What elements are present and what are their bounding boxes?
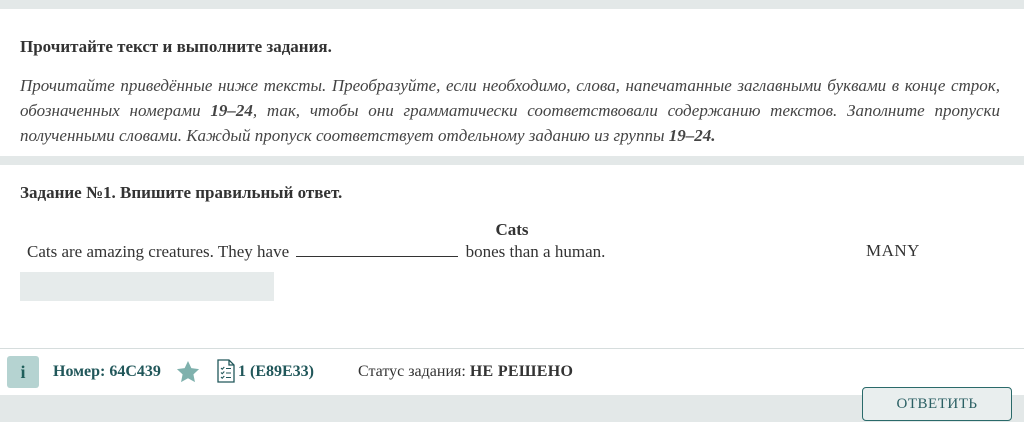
top-band (0, 0, 1024, 9)
task-sentence (27, 241, 605, 262)
submit-button[interactable]: ОТВЕТИТЬ (862, 387, 1012, 421)
text-title: Cats (495, 220, 529, 239)
status-value: НЕ РЕШЕНО (469, 363, 574, 380)
instruction-range-2: 19–24. (668, 126, 716, 145)
instructions-title: Прочитайте текст и выполните задания. (20, 37, 332, 56)
info-icon[interactable]: i (7, 356, 39, 388)
sentence-after: bones than a human. (465, 242, 606, 261)
task-title: Задание №1. Впишите правильный ответ. (20, 183, 343, 202)
sentence-before: Cats are amazing creatures. They have (27, 242, 290, 261)
instructions-card (0, 9, 1024, 156)
task-status (358, 363, 573, 381)
answer-input[interactable] (20, 272, 274, 301)
status-label: Статус задания: (358, 363, 466, 380)
document-icon[interactable] (216, 359, 236, 383)
star-icon[interactable] (175, 359, 201, 385)
instruction-range-1: 19–24 (210, 101, 253, 120)
instruction-part-1: Прочитайте приведённые ниже тексты. Преобразуйте, если необходимо, слова, напечатанные заглавными буквами в конце строк, обозначенных номерами (20, 76, 1000, 120)
task-number: Номер: 64C439 (53, 363, 161, 380)
sentence-gap (296, 241, 458, 257)
task-card (0, 165, 1024, 348)
instruction-part-2: , так, чтобы они грамматически соответствовали содержанию текстов. Заполните пропуски полученными словами. Каждый пропуск соответствует отдельному заданию из группы (20, 101, 1000, 145)
section-separator (0, 156, 1024, 165)
instructions-text (20, 73, 1000, 148)
variant-link[interactable]: 1 (E89E33) (238, 363, 314, 380)
keyword: MANY (866, 241, 920, 260)
